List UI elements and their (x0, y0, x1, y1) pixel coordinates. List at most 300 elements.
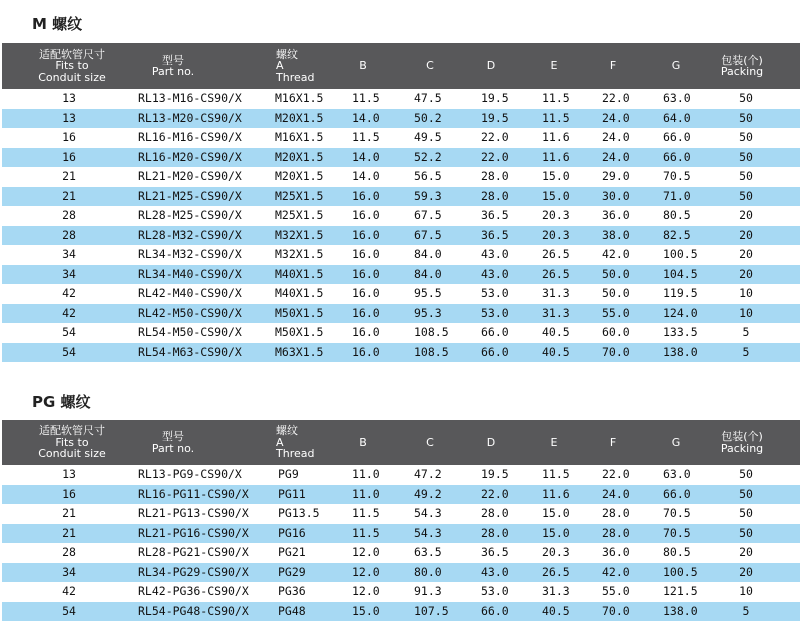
header-f (610, 43, 616, 89)
cell-b: 16.0 (352, 187, 380, 207)
cell-packing: 50 (739, 485, 753, 505)
header-g (672, 43, 681, 89)
cell-g: 121.5 (663, 582, 698, 602)
header-e-line: E (551, 437, 558, 449)
cell-b: 15.0 (352, 602, 380, 621)
cell-conduit-size: 21 (62, 187, 76, 207)
cell-conduit-size: 34 (62, 265, 76, 285)
cell-e: 31.3 (542, 582, 570, 602)
cell-f: 22.0 (602, 465, 630, 485)
header-packing (721, 420, 763, 465)
cell-thread: M16X1.5 (275, 128, 323, 148)
cell-d: 22.0 (481, 485, 509, 505)
cell-d: 66.0 (481, 343, 509, 363)
cell-packing: 5 (743, 602, 750, 621)
header-d (487, 420, 495, 465)
cell-f: 28.0 (602, 524, 630, 544)
table-row (2, 323, 800, 343)
cell-c: 47.5 (414, 89, 442, 109)
header-part-no-line: 型号 (162, 55, 184, 67)
cell-c: 52.2 (414, 148, 442, 168)
cell-packing: 5 (743, 323, 750, 343)
cell-b: 14.0 (352, 148, 380, 168)
cell-packing: 50 (739, 109, 753, 129)
cell-e: 11.6 (542, 128, 570, 148)
cell-g: 70.5 (663, 524, 691, 544)
cell-conduit-size: 54 (62, 602, 76, 621)
table-header (2, 420, 800, 465)
cell-d: 28.0 (481, 167, 509, 187)
cell-d: 36.5 (481, 206, 509, 226)
cell-f: 36.0 (602, 543, 630, 563)
cell-thread: M25X1.5 (275, 206, 323, 226)
cell-g: 104.5 (663, 265, 698, 285)
table-row (2, 563, 800, 583)
cell-d: 66.0 (481, 602, 509, 621)
header-thread-line: Thread (276, 448, 314, 460)
cell-f: 24.0 (602, 128, 630, 148)
cell-e: 11.5 (542, 89, 570, 109)
cell-g: 70.5 (663, 167, 691, 187)
header-thread (276, 420, 314, 465)
header-f-line: F (610, 437, 616, 449)
header-c (426, 420, 434, 465)
table-row (2, 245, 800, 265)
cell-packing: 20 (739, 543, 753, 563)
cell-g: 63.0 (663, 89, 691, 109)
cell-c: 54.3 (414, 524, 442, 544)
table-row (2, 582, 800, 602)
cell-part-no: RL34-M32-CS90/X (138, 245, 242, 265)
cell-b: 16.0 (352, 284, 380, 304)
cell-e: 40.5 (542, 602, 570, 621)
header-e-line: E (551, 60, 558, 72)
cell-packing: 10 (739, 304, 753, 324)
cell-thread: M50X1.5 (275, 323, 323, 343)
cell-part-no: RL16-M16-CS90/X (138, 128, 242, 148)
cell-b: 12.0 (352, 543, 380, 563)
cell-e: 11.5 (542, 465, 570, 485)
cell-f: 50.0 (602, 265, 630, 285)
cell-f: 42.0 (602, 563, 630, 583)
table-row (2, 206, 800, 226)
cell-f: 70.0 (602, 602, 630, 621)
cell-conduit-size: 16 (62, 128, 76, 148)
table-row (2, 226, 800, 246)
cell-c: 108.5 (414, 343, 449, 363)
cell-part-no: RL28-M25-CS90/X (138, 206, 242, 226)
header-d-line: D (487, 437, 495, 449)
header-c-line: C (426, 437, 434, 449)
cell-f: 70.0 (602, 343, 630, 363)
cell-b: 14.0 (352, 109, 380, 129)
header-conduit-size-line: 适配软管尺寸 (39, 425, 105, 437)
cell-g: 100.5 (663, 563, 698, 583)
cell-conduit-size: 54 (62, 323, 76, 343)
cell-f: 38.0 (602, 226, 630, 246)
cell-part-no: RL13-PG9-CS90/X (138, 465, 242, 485)
cell-packing: 50 (739, 187, 753, 207)
cell-packing: 50 (739, 504, 753, 524)
cell-c: 91.3 (414, 582, 442, 602)
cell-b: 14.0 (352, 167, 380, 187)
cell-e: 31.3 (542, 304, 570, 324)
cell-d: 53.0 (481, 284, 509, 304)
header-g-line: G (672, 437, 681, 449)
cell-packing: 10 (739, 284, 753, 304)
cell-conduit-size: 28 (62, 543, 76, 563)
header-b (359, 43, 367, 89)
table-row (2, 284, 800, 304)
cell-e: 15.0 (542, 187, 570, 207)
cell-thread: M40X1.5 (275, 265, 323, 285)
cell-b: 16.0 (352, 323, 380, 343)
cell-b: 16.0 (352, 226, 380, 246)
header-packing-line: Packing (721, 443, 763, 455)
table-row (2, 304, 800, 324)
cell-thread: PG36 (278, 582, 306, 602)
cell-g: 63.0 (663, 465, 691, 485)
cell-f: 60.0 (602, 323, 630, 343)
cell-thread: PG16 (278, 524, 306, 544)
table-row (2, 602, 800, 621)
cell-part-no: RL13-M16-CS90/X (138, 89, 242, 109)
cell-conduit-size: 21 (62, 504, 76, 524)
cell-e: 15.0 (542, 524, 570, 544)
table-row (2, 187, 800, 207)
cell-g: 119.5 (663, 284, 698, 304)
table-row (2, 109, 800, 129)
cell-thread: M32X1.5 (275, 245, 323, 265)
header-e (551, 420, 558, 465)
table-row (2, 148, 800, 168)
cell-conduit-size: 42 (62, 582, 76, 602)
cell-conduit-size: 28 (62, 226, 76, 246)
cell-g: 80.5 (663, 543, 691, 563)
cell-c: 54.3 (414, 504, 442, 524)
cell-c: 49.2 (414, 485, 442, 505)
cell-packing: 20 (739, 265, 753, 285)
header-conduit-size-line: Fits to (55, 437, 88, 449)
header-conduit-size (38, 420, 106, 465)
cell-c: 108.5 (414, 323, 449, 343)
table-row (2, 265, 800, 285)
cell-conduit-size: 13 (62, 89, 76, 109)
cell-thread: M32X1.5 (275, 226, 323, 246)
cell-b: 16.0 (352, 206, 380, 226)
cell-b: 12.0 (352, 563, 380, 583)
cell-packing: 20 (739, 226, 753, 246)
cell-e: 26.5 (542, 563, 570, 583)
header-part-no-line: Part no. (152, 443, 194, 455)
cell-b: 11.5 (352, 524, 380, 544)
cell-conduit-size: 13 (62, 465, 76, 485)
header-d-line: D (487, 60, 495, 72)
cell-packing: 50 (739, 465, 753, 485)
table-row (2, 128, 800, 148)
cell-part-no: RL28-PG21-CS90/X (138, 543, 249, 563)
cell-part-no: RL54-PG48-CS90/X (138, 602, 249, 621)
cell-part-no: RL16-PG11-CS90/X (138, 485, 249, 505)
cell-part-no: RL42-M40-CS90/X (138, 284, 242, 304)
cell-part-no: RL21-M20-CS90/X (138, 167, 242, 187)
header-thread-line: 螺纹 (276, 425, 298, 437)
cell-g: 82.5 (663, 226, 691, 246)
header-b (359, 420, 367, 465)
cell-part-no: RL13-M20-CS90/X (138, 109, 242, 129)
header-f-line: F (610, 60, 616, 72)
cell-f: 24.0 (602, 109, 630, 129)
cell-conduit-size: 16 (62, 148, 76, 168)
cell-thread: M50X1.5 (275, 304, 323, 324)
cell-conduit-size: 54 (62, 343, 76, 363)
cell-g: 100.5 (663, 245, 698, 265)
cell-conduit-size: 42 (62, 304, 76, 324)
cell-thread: M20X1.5 (275, 109, 323, 129)
cell-e: 20.3 (542, 226, 570, 246)
cell-e: 20.3 (542, 206, 570, 226)
header-packing-line: 包装(个) (721, 55, 763, 67)
header-thread-line: 螺纹 (276, 49, 298, 61)
header-g-line: G (672, 60, 681, 72)
table-row (2, 167, 800, 187)
cell-b: 11.0 (352, 485, 380, 505)
cell-thread: M63X1.5 (275, 343, 323, 363)
table-header (2, 43, 800, 89)
cell-c: 95.5 (414, 284, 442, 304)
cell-conduit-size: 34 (62, 245, 76, 265)
cell-d: 36.5 (481, 543, 509, 563)
header-conduit-size-line: Conduit size (38, 72, 106, 84)
cell-conduit-size: 42 (62, 284, 76, 304)
cell-b: 16.0 (352, 343, 380, 363)
table-row (2, 524, 800, 544)
cell-f: 30.0 (602, 187, 630, 207)
cell-g: 71.0 (663, 187, 691, 207)
cell-f: 24.0 (602, 485, 630, 505)
section-title-pg-thread: PG 螺纹 (32, 391, 91, 412)
cell-g: 66.0 (663, 128, 691, 148)
header-thread (276, 43, 314, 89)
cell-conduit-size: 13 (62, 109, 76, 129)
cell-e: 11.6 (542, 148, 570, 168)
cell-c: 67.5 (414, 206, 442, 226)
cell-c: 63.5 (414, 543, 442, 563)
cell-c: 95.3 (414, 304, 442, 324)
cell-b: 11.5 (352, 128, 380, 148)
table-row (2, 504, 800, 524)
cell-c: 84.0 (414, 245, 442, 265)
cell-c: 59.3 (414, 187, 442, 207)
cell-f: 36.0 (602, 206, 630, 226)
cell-g: 138.0 (663, 343, 698, 363)
cell-c: 107.5 (414, 602, 449, 621)
cell-c: 50.2 (414, 109, 442, 129)
cell-thread: M20X1.5 (275, 167, 323, 187)
cell-d: 53.0 (481, 582, 509, 602)
cell-f: 28.0 (602, 504, 630, 524)
cell-f: 24.0 (602, 148, 630, 168)
table-row (2, 485, 800, 505)
cell-d: 19.5 (481, 109, 509, 129)
header-conduit-size-line: Conduit size (38, 448, 106, 460)
cell-b: 11.0 (352, 465, 380, 485)
header-packing-line: Packing (721, 66, 763, 78)
cell-d: 43.0 (481, 265, 509, 285)
cell-thread: PG9 (278, 465, 299, 485)
cell-conduit-size: 34 (62, 563, 76, 583)
cell-packing: 50 (739, 89, 753, 109)
cell-thread: M40X1.5 (275, 284, 323, 304)
cell-e: 20.3 (542, 543, 570, 563)
cell-part-no: RL34-PG29-CS90/X (138, 563, 249, 583)
cell-part-no: RL34-M40-CS90/X (138, 265, 242, 285)
cell-e: 40.5 (542, 343, 570, 363)
header-conduit-size-line: Fits to (55, 60, 88, 72)
cell-e: 11.6 (542, 485, 570, 505)
cell-f: 50.0 (602, 284, 630, 304)
cell-f: 55.0 (602, 582, 630, 602)
cell-c: 49.5 (414, 128, 442, 148)
cell-b: 16.0 (352, 245, 380, 265)
cell-packing: 20 (739, 245, 753, 265)
table-row (2, 89, 800, 109)
cell-conduit-size: 16 (62, 485, 76, 505)
table-row (2, 343, 800, 363)
cell-c: 56.5 (414, 167, 442, 187)
header-part-no (152, 43, 194, 89)
cell-f: 42.0 (602, 245, 630, 265)
cell-g: 80.5 (663, 206, 691, 226)
cell-thread: PG11 (278, 485, 306, 505)
cell-e: 15.0 (542, 167, 570, 187)
header-g (672, 420, 681, 465)
header-e (551, 43, 558, 89)
cell-b: 16.0 (352, 265, 380, 285)
cell-g: 133.5 (663, 323, 698, 343)
cell-part-no: RL54-M63-CS90/X (138, 343, 242, 363)
header-part-no-line: Part no. (152, 66, 194, 78)
cell-e: 15.0 (542, 504, 570, 524)
header-conduit-size (38, 43, 106, 89)
cell-g: 64.0 (663, 109, 691, 129)
cell-d: 53.0 (481, 304, 509, 324)
cell-packing: 20 (739, 206, 753, 226)
cell-g: 70.5 (663, 504, 691, 524)
header-b-line: B (359, 437, 367, 449)
header-d (487, 43, 495, 89)
cell-thread: PG48 (278, 602, 306, 621)
cell-part-no: RL21-M25-CS90/X (138, 187, 242, 207)
cell-g: 66.0 (663, 485, 691, 505)
cell-d: 22.0 (481, 128, 509, 148)
cell-packing: 20 (739, 563, 753, 583)
cell-d: 28.0 (481, 187, 509, 207)
cell-d: 66.0 (481, 323, 509, 343)
cell-part-no: RL28-M32-CS90/X (138, 226, 242, 246)
cell-part-no: RL42-M50-CS90/X (138, 304, 242, 324)
header-conduit-size-line: 适配软管尺寸 (39, 49, 105, 61)
cell-part-no: RL21-PG16-CS90/X (138, 524, 249, 544)
cell-e: 31.3 (542, 284, 570, 304)
cell-c: 84.0 (414, 265, 442, 285)
cell-e: 26.5 (542, 265, 570, 285)
cell-packing: 5 (743, 343, 750, 363)
cell-thread: PG21 (278, 543, 306, 563)
table-row (2, 543, 800, 563)
header-thread-line: A (276, 60, 284, 72)
cell-d: 19.5 (481, 465, 509, 485)
cell-c: 67.5 (414, 226, 442, 246)
cell-e: 11.5 (542, 109, 570, 129)
cell-part-no: RL42-PG36-CS90/X (138, 582, 249, 602)
cell-d: 43.0 (481, 563, 509, 583)
cell-f: 55.0 (602, 304, 630, 324)
header-thread-line: A (276, 437, 284, 449)
cell-c: 47.2 (414, 465, 442, 485)
cell-g: 138.0 (663, 602, 698, 621)
cell-thread: M25X1.5 (275, 187, 323, 207)
cell-part-no: RL21-PG13-CS90/X (138, 504, 249, 524)
header-part-no-line: 型号 (162, 431, 184, 443)
section-title-m-thread: M 螺纹 (32, 13, 82, 34)
cell-thread: PG13.5 (278, 504, 320, 524)
header-b-line: B (359, 60, 367, 72)
cell-conduit-size: 21 (62, 524, 76, 544)
header-thread-line: Thread (276, 72, 314, 84)
cell-e: 40.5 (542, 323, 570, 343)
header-packing (721, 43, 763, 89)
cell-packing: 50 (739, 167, 753, 187)
cell-g: 124.0 (663, 304, 698, 324)
cell-d: 28.0 (481, 504, 509, 524)
cell-g: 66.0 (663, 148, 691, 168)
cell-b: 11.5 (352, 504, 380, 524)
cell-thread: M20X1.5 (275, 148, 323, 168)
cell-packing: 50 (739, 524, 753, 544)
cell-b: 12.0 (352, 582, 380, 602)
cell-f: 22.0 (602, 89, 630, 109)
cell-e: 26.5 (542, 245, 570, 265)
cell-d: 28.0 (481, 524, 509, 544)
cell-conduit-size: 21 (62, 167, 76, 187)
header-c (426, 43, 434, 89)
cell-part-no: RL54-M50-CS90/X (138, 323, 242, 343)
cell-d: 36.5 (481, 226, 509, 246)
cell-b: 11.5 (352, 89, 380, 109)
cell-f: 29.0 (602, 167, 630, 187)
header-f (610, 420, 616, 465)
cell-conduit-size: 28 (62, 206, 76, 226)
cell-d: 19.5 (481, 89, 509, 109)
table-row (2, 465, 800, 485)
cell-thread: PG29 (278, 563, 306, 583)
cell-d: 43.0 (481, 245, 509, 265)
cell-b: 16.0 (352, 304, 380, 324)
cell-packing: 10 (739, 582, 753, 602)
header-part-no (152, 420, 194, 465)
cell-c: 80.0 (414, 563, 442, 583)
table-m-thread (2, 43, 800, 362)
cell-thread: M16X1.5 (275, 89, 323, 109)
cell-packing: 50 (739, 148, 753, 168)
cell-d: 22.0 (481, 148, 509, 168)
table-pg-thread (2, 420, 800, 621)
cell-packing: 50 (739, 128, 753, 148)
header-c-line: C (426, 60, 434, 72)
cell-part-no: RL16-M20-CS90/X (138, 148, 242, 168)
header-packing-line: 包装(个) (721, 431, 763, 443)
